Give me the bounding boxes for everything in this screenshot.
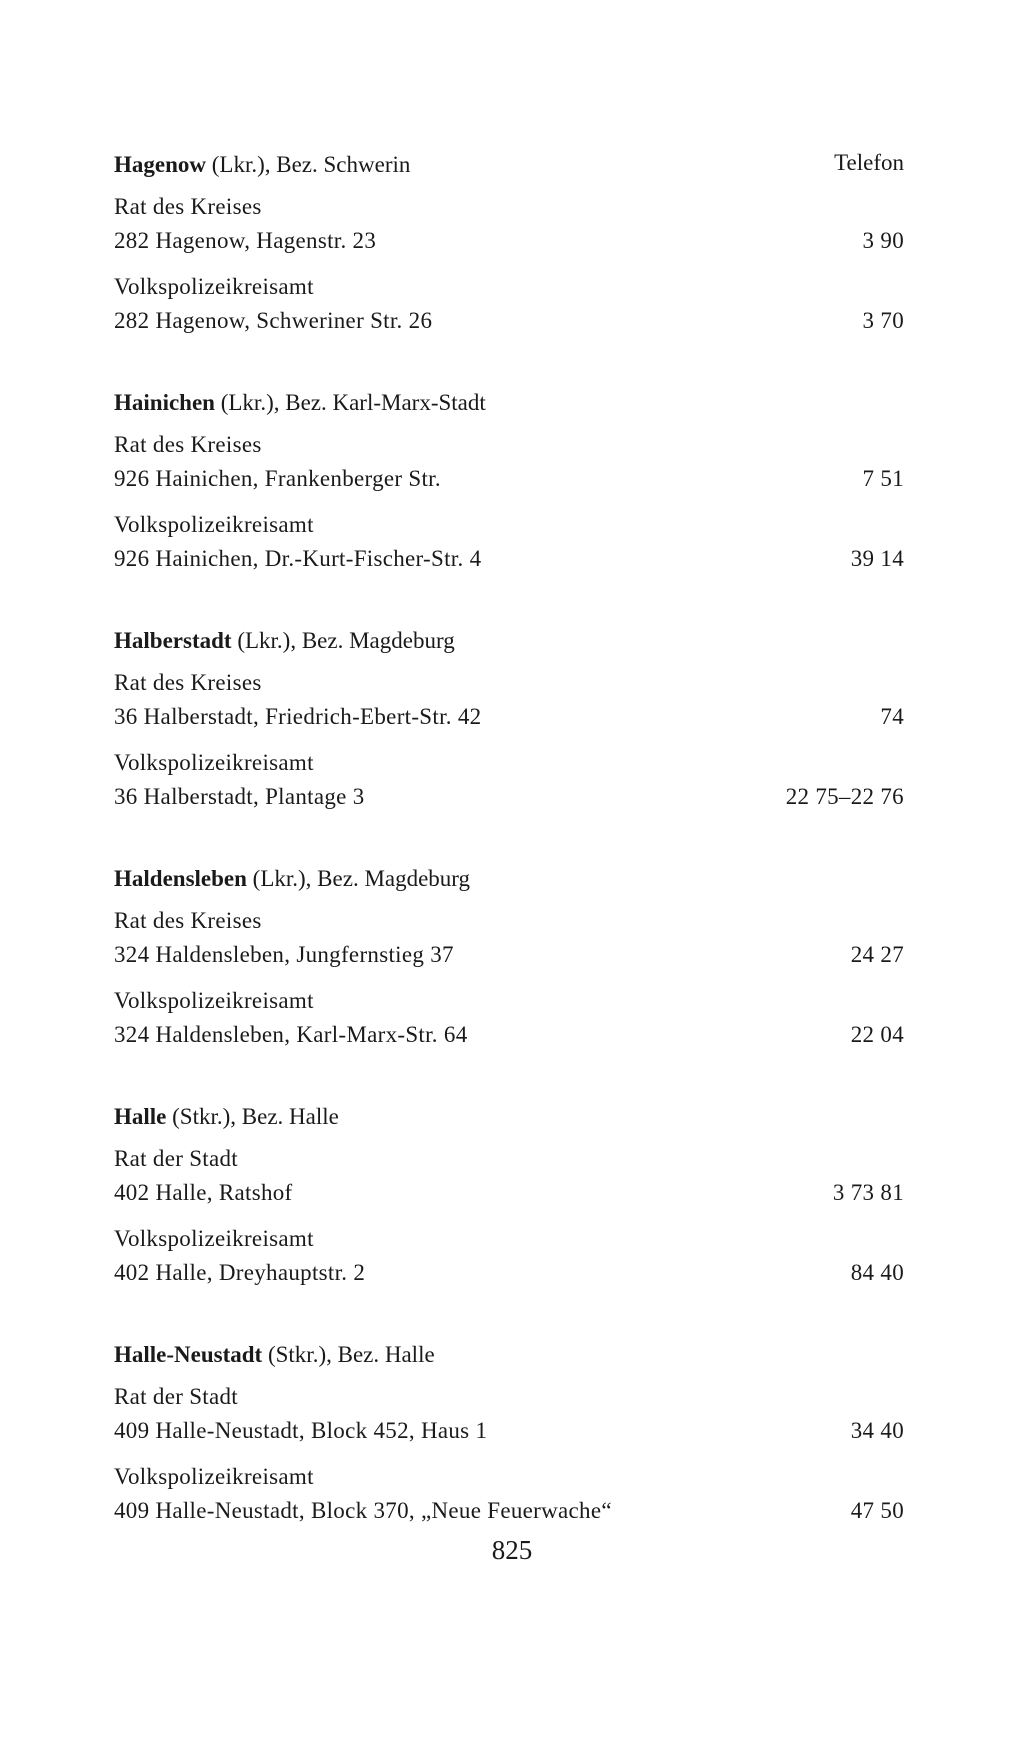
office-address: 36 Halberstadt, Plantage 3	[114, 784, 365, 809]
phone-number: 34 40	[850, 1418, 904, 1443]
address-line	[114, 780, 904, 814]
district-name: Halberstadt	[114, 628, 232, 653]
office-entry	[114, 904, 904, 972]
office-address: 926 Hainichen, Frankenberger Str.	[114, 466, 441, 491]
district-list	[114, 150, 904, 1528]
office-entry	[114, 428, 904, 496]
address-line	[114, 462, 904, 496]
office-address: 282 Hagenow, Schweriner Str. 26	[114, 308, 433, 333]
office-address: 409 Halle-Neustadt, Block 452, Haus 1	[114, 1418, 488, 1443]
address-line	[114, 700, 904, 734]
office-address: 402 Halle, Dreyhauptstr. 2	[114, 1260, 366, 1285]
office-entry	[114, 984, 904, 1052]
office-address: 926 Hainichen, Dr.-Kurt-Fischer-Str. 4	[114, 546, 482, 571]
office-entry	[114, 190, 904, 258]
district-region: (Stkr.), Bez. Halle	[166, 1104, 339, 1129]
address-line	[114, 938, 904, 972]
address-line	[114, 1018, 904, 1052]
district-region: (Lkr.), Bez. Magdeburg	[231, 628, 455, 653]
directory-page	[114, 150, 904, 1578]
district-region: (Lkr.), Bez. Karl-Marx-Stadt	[214, 390, 486, 415]
phone-number: 3 90	[862, 228, 904, 253]
office-entry	[114, 270, 904, 338]
office-name: Volkspolizeikreisamt	[114, 1226, 314, 1251]
page-number: 825	[491, 1535, 533, 1565]
office-name: Rat des Kreises	[114, 194, 262, 219]
district-region: (Stkr.), Bez. Halle	[262, 1342, 435, 1367]
phone-number: 22 04	[850, 1022, 904, 1047]
address-line	[114, 1414, 904, 1448]
office-address: 409 Halle-Neustadt, Block 370, „Neue Feuerwache“	[114, 1498, 612, 1523]
office-name: Rat des Kreises	[114, 670, 262, 695]
district-block	[114, 388, 904, 576]
district-name: Hagenow	[114, 152, 206, 177]
office-entry	[114, 1380, 904, 1448]
office-address: 282 Hagenow, Hagenstr. 23	[114, 228, 377, 253]
district-name: Halle-Neustadt	[114, 1342, 263, 1367]
district-region: (Lkr.), Bez. Magdeburg	[246, 866, 471, 891]
address-line	[114, 224, 904, 258]
phone-column-label: Telefon	[834, 150, 904, 175]
office-address: 402 Halle, Ratshof	[114, 1180, 293, 1205]
phone-number: 84 40	[850, 1260, 904, 1285]
phone-number: 47 50	[850, 1498, 904, 1523]
office-name: Rat der Stadt	[114, 1384, 238, 1409]
district-title	[114, 388, 904, 418]
district-name: Haldensleben	[114, 866, 247, 891]
office-entry	[114, 746, 904, 814]
district-title	[114, 1340, 904, 1370]
phone-number: 39 14	[850, 546, 904, 571]
address-line	[114, 1494, 904, 1528]
office-name: Rat der Stadt	[114, 1146, 238, 1171]
district-block	[114, 1102, 904, 1290]
address-line	[114, 1176, 904, 1210]
district-block	[114, 1340, 904, 1528]
address-line	[114, 304, 904, 338]
office-address: 36 Halberstadt, Friedrich-Ebert-Str. 42	[114, 704, 482, 729]
office-address: 324 Haldensleben, Karl-Marx-Str. 64	[114, 1022, 468, 1047]
district-name: Halle	[114, 1104, 167, 1129]
office-entry	[114, 1460, 904, 1528]
office-address: 324 Haldensleben, Jungfernstieg 37	[114, 942, 454, 967]
office-name: Volkspolizeikreisamt	[114, 512, 314, 537]
district-region: (Lkr.), Bez. Schwerin	[206, 152, 411, 177]
address-line	[114, 1256, 904, 1290]
district-block	[114, 864, 904, 1052]
district-name: Hainichen	[114, 390, 215, 415]
district-title	[114, 1102, 904, 1132]
office-name: Rat des Kreises	[114, 908, 262, 933]
office-name: Volkspolizeikreisamt	[114, 274, 314, 299]
phone-number: 74	[880, 704, 904, 729]
office-entry	[114, 1222, 904, 1290]
district-title	[114, 626, 904, 656]
phone-number: 24 27	[850, 942, 904, 967]
office-name: Volkspolizeikreisamt	[114, 750, 314, 775]
office-name: Rat des Kreises	[114, 432, 262, 457]
office-name: Volkspolizeikreisamt	[114, 1464, 314, 1489]
phone-number: 3 73 81	[832, 1180, 904, 1205]
phone-number: 22 75–22 76	[785, 784, 904, 809]
phone-number: 3 70	[862, 308, 904, 333]
header-row	[114, 150, 904, 190]
office-name: Volkspolizeikreisamt	[114, 988, 314, 1013]
office-entry	[114, 666, 904, 734]
district-title	[114, 864, 904, 894]
phone-number: 7 51	[862, 466, 904, 491]
office-entry	[114, 508, 904, 576]
office-entry	[114, 1142, 904, 1210]
address-line	[114, 542, 904, 576]
district-block	[114, 626, 904, 814]
